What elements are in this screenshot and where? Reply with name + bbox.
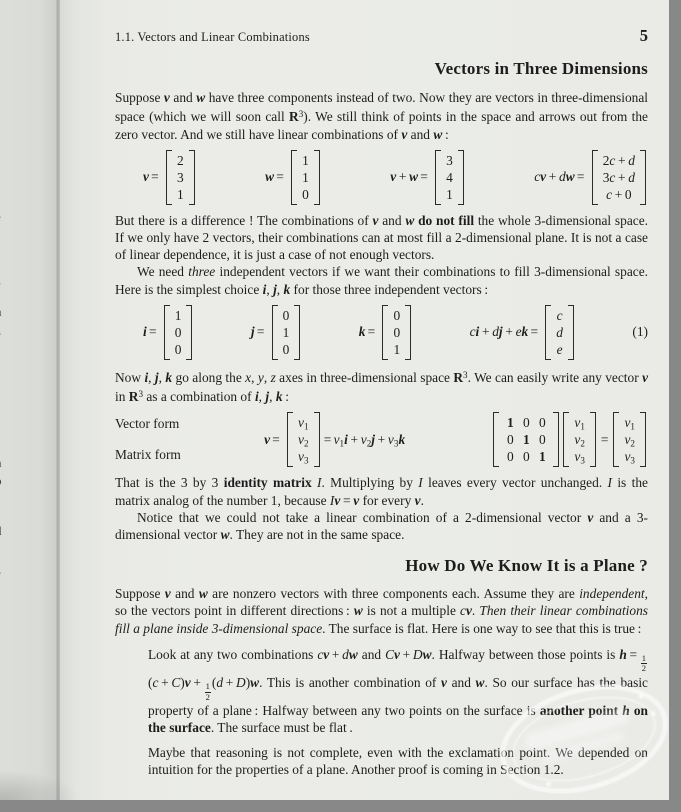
bracket-right	[294, 305, 300, 360]
paragraph-identity-matrix: That is the 3 by 3 identity matrix I. Multiplying by I leaves every vector unchanged. I is the matrix analog of the number 1, because Iv = v for every v.	[115, 474, 648, 508]
matrix-cell: 0	[170, 324, 187, 341]
matrix-v-plus-w	[435, 150, 464, 205]
eq-group	[143, 150, 197, 205]
matrix-k	[382, 305, 411, 360]
matrix-cell: $v_3$	[619, 448, 640, 465]
matrix-cell: 4	[441, 169, 458, 186]
eq-row-labels	[115, 416, 181, 463]
eq-label: cv + dw =	[534, 169, 586, 185]
eq-label: v =	[264, 432, 282, 448]
matrix-v	[166, 150, 195, 205]
matrix-cell: 0	[507, 431, 514, 448]
eq-label: w =	[265, 169, 286, 185]
matrix-cell: $v_2$	[569, 431, 590, 448]
matrix-cde	[545, 305, 574, 360]
paragraph-we-need-three: We need three independent vectors if we want their combinations to fill 3-dimensional space. Here is the simplest choice i, j, k for those three independent vectors :	[115, 263, 648, 297]
section-heading-vectors-in-three-dimensions: Vectors in Three Dimensions	[115, 59, 648, 79]
vector-form-label: Vector form	[115, 416, 181, 432]
matrix-cell: $v_1$	[293, 414, 314, 431]
matrix-cell: $v_2$	[619, 431, 640, 448]
page-edge-glyph	[0, 455, 2, 471]
paragraph-suppose-three-components: Suppose v and w have three components instead of two. Now they are vectors in three-dimensional space (which we will soon call $R^3$). We still think of points in the space and arrows out from the zero vector. And we still have linear combinations of v and w :	[115, 89, 648, 143]
matrix-cell: 0	[278, 341, 295, 358]
matrix-cell: $v_1$	[619, 414, 640, 431]
matrix-cv-plus-dw	[592, 150, 646, 205]
matrix-i	[164, 305, 193, 360]
bracket-right	[314, 150, 320, 205]
equals-sign: =	[601, 432, 609, 448]
equation-display-vector-matrix-form	[115, 412, 648, 467]
matrix-cell: 1	[170, 307, 187, 324]
bracket-right	[640, 412, 646, 467]
matrix-cell: 0	[507, 448, 514, 465]
eq-label: j =	[251, 324, 267, 340]
bracket-right	[186, 305, 192, 360]
eq-label: k =	[359, 324, 378, 340]
matrix-cell: 2c + d	[598, 152, 640, 169]
equation-number: (1)	[632, 324, 648, 340]
matrix-cell: 1	[441, 186, 458, 203]
matrix-cell: 3c + d	[598, 169, 640, 186]
eq-group	[251, 305, 302, 360]
paragraph-maybe-reasoning: Maybe that reasoning is not complete, even with the exclamation point. We depended on intuition for the properties of a plane. Another proof is coming in Section 1.2.	[148, 744, 648, 778]
matrix-cell: 0	[388, 307, 405, 324]
running-header-title: 1.1. Vectors and Linear Combinations	[115, 30, 310, 45]
matrix-v123	[613, 412, 646, 467]
matrix-v123	[563, 412, 596, 467]
matrix-cell: 1	[278, 324, 295, 341]
running-header	[115, 26, 648, 46]
stamp-star-icon: ★	[543, 778, 555, 791]
bracket-right	[405, 305, 411, 360]
matrix-v123	[287, 412, 320, 467]
eq-group	[491, 412, 648, 467]
page-edge-glyph	[0, 326, 1, 342]
page-number: 5	[640, 26, 648, 46]
eq-group	[264, 412, 408, 467]
eq-group	[265, 150, 322, 205]
bracket-right	[568, 305, 574, 360]
eq-label: i =	[143, 324, 159, 340]
equation-display-ijk	[115, 305, 648, 360]
identity-matrix	[493, 412, 559, 467]
matrix-cell: 3	[172, 169, 189, 186]
equation-display-vw-combinations	[115, 150, 648, 205]
page-edge-glyph	[0, 278, 1, 294]
matrix-cell: 1	[172, 186, 189, 203]
matrix-cell: $v_3$	[569, 448, 590, 465]
bracket-right	[458, 150, 464, 205]
eq-group	[359, 305, 413, 360]
eq-label: ci + dj + ek =	[470, 324, 541, 340]
bracket-right	[553, 412, 559, 467]
page-edge-glyph	[0, 209, 1, 225]
matrix-cell: 2	[172, 152, 189, 169]
matrix-cell: 1	[507, 414, 514, 431]
matrix-cell: $v_1$	[569, 414, 590, 431]
paragraph-but-there-is-a-difference: But there is a difference ! The combinations of v and w do not fill the whole 3-dimensional space. If we only have 2 vectors, their combinations can at most fill a 2-dimensional plane. It is not a case of linear dependence, it is just a case of not enough vectors.	[115, 212, 648, 264]
matrix-cell: 0	[539, 414, 546, 431]
matrix-cell: c + 0	[598, 186, 640, 203]
eq-label: v + w =	[390, 169, 430, 185]
matrix-cell: 1	[523, 431, 530, 448]
paragraph-now-ijk-go-along: Now i, j, k go along the x, y, z axes in three-dimensional space $R^3$. We can easily write any vector v in $R^3$ as a combination of i, j, k :	[115, 367, 648, 406]
matrix-cell: $v_3$	[293, 448, 314, 465]
matrix-cell: 0	[539, 431, 546, 448]
matrix-cell: $v_2$	[293, 431, 314, 448]
paragraph-notice-not-same-space: Notice that we could not take a linear combination of a 2-dimensional vector v and a 3-dimensional vector w. They are not in the same space.	[115, 509, 648, 543]
bracket-right	[640, 150, 646, 205]
stamp-star-icon: ★	[648, 708, 660, 721]
matrix-cell: d	[551, 324, 568, 341]
matrix-form-label: Matrix form	[115, 447, 181, 463]
paragraph-suppose-nonzero: Suppose v and w are nonzero vectors with three components each. Assume they are independent, so the vectors point in different directions : w is not a multiple cv. Then their linear combinations fill a plane inside 3-dimensional space. The surface is flat. Here is one way to see that this is true :	[115, 585, 648, 637]
matrix-cell: 0	[523, 448, 530, 465]
matrix-cell: e	[551, 341, 568, 358]
eq-group	[534, 150, 648, 205]
matrix-cell: 1	[297, 169, 314, 186]
page-edge-glyph	[0, 523, 2, 539]
matrix-cell: 1	[388, 341, 405, 358]
eq-expansion: = $v_1i + v_2j + v_3k$	[322, 432, 406, 448]
matrix-cell: 0	[297, 186, 314, 203]
stamp-star-icon: ★	[635, 691, 647, 704]
eq-label: v =	[143, 169, 161, 185]
page-edge-glyph	[0, 304, 2, 320]
matrix-j	[272, 305, 301, 360]
matrix-cell: 0	[278, 307, 295, 324]
page-edge-glyph	[0, 565, 1, 581]
eq-group	[470, 305, 576, 360]
eq-group	[143, 305, 194, 360]
bracket-right	[314, 412, 320, 467]
book-page	[60, 0, 669, 800]
matrix-cell: 1	[297, 152, 314, 169]
facing-page-edge	[0, 0, 56, 800]
bracket-right	[590, 412, 596, 467]
section-heading-how-do-we-know-plane: How Do We Know It is a Plane ?	[115, 556, 648, 576]
page-edge-glyph	[0, 473, 2, 489]
matrix-w	[291, 150, 320, 205]
matrix-cell: 0	[170, 341, 187, 358]
matrix-cell: 0	[388, 324, 405, 341]
matrix-cell: 1	[539, 448, 546, 465]
paragraph-look-at-combinations: Look at any two combinations cv + dw and Cv + Dw. Halfway between those points is h = $\frac{1}{2}$ (c + C)v + $\frac{1}{2}$ (d + D)w. This is another combination of v and w. So our surface has the basic property of a plane : Halfway between any two points on the surface is another point h on the surface. The surface must be flat .	[148, 646, 648, 737]
eq-group	[390, 150, 466, 205]
bracket-right	[189, 150, 195, 205]
matrix-cell: 3	[441, 152, 458, 169]
matrix-cell: 0	[523, 414, 530, 431]
matrix-cell: c	[551, 307, 568, 324]
